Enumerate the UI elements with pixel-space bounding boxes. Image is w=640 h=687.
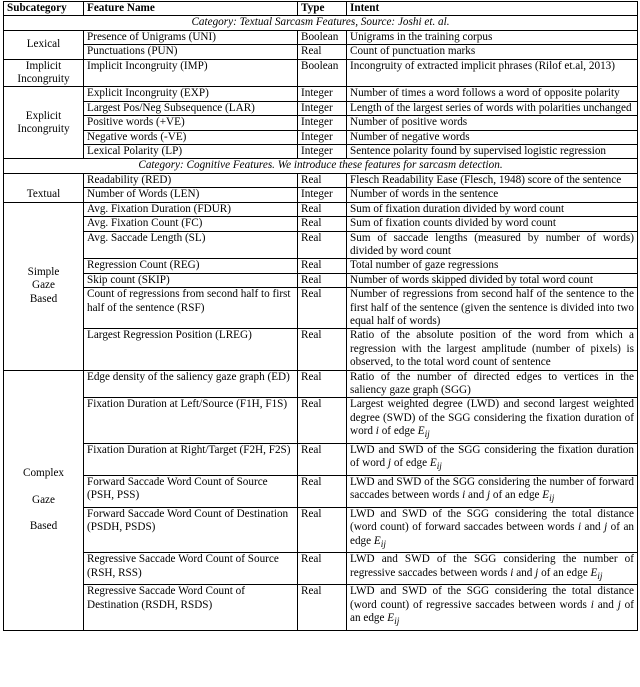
table-row <box>4 398 638 443</box>
feature-name: Edge density of the saliency gaze graph (ED) <box>84 370 298 398</box>
feature-intent: Ratio of the absolute position of the word from which a regression with the largest amplitude (number of pixels) is observed, to the total word count of sentence <box>347 329 638 370</box>
feature-type: Real <box>298 217 347 231</box>
feature-intent: Unigrams in the training corpus <box>347 30 638 44</box>
feature-name: Lexical Polarity (LP) <box>84 145 298 159</box>
feature-name: Fixation Duration at Left/Source (F1H, F1S) <box>84 398 298 443</box>
subcategory-label: Gaze <box>32 279 55 292</box>
feature-name: Readability (RED) <box>84 173 298 187</box>
header-intent: Intent <box>347 2 638 16</box>
feature-name: Presence of Unigrams (UNI) <box>84 30 298 44</box>
table-row <box>4 59 638 87</box>
table-row <box>4 288 638 329</box>
header-type: Type <box>298 2 347 16</box>
feature-name: Avg. Fixation Duration (FDUR) <box>84 202 298 216</box>
feature-type: Real <box>298 585 347 630</box>
feature-intent: Number of negative words <box>347 130 638 144</box>
feature-name: Forward Saccade Word Count of Destination (PSDH, PSDS) <box>84 507 298 552</box>
subcategory-label: Gaze <box>32 493 55 506</box>
table-row <box>4 370 638 398</box>
feature-name: Skip count (SKIP) <box>84 273 298 287</box>
feature-intent: LWD and SWD of the SGG considering the fixation duration of word j of edge $E_{ij}$ <box>347 443 638 475</box>
table-row <box>4 116 638 130</box>
table-row <box>4 273 638 287</box>
feature-intent: Total number of gaze regressions <box>347 259 638 273</box>
feature-name: Forward Saccade Word Count of Source (PSH, PSS) <box>84 475 298 507</box>
feature-type: Real <box>298 553 347 585</box>
subcategory-textual: Textual <box>4 173 84 202</box>
feature-type: Integer <box>298 145 347 159</box>
feature-intent: Number of words in the sentence <box>347 188 638 202</box>
feature-type: Real <box>298 173 347 187</box>
feature-type: Real <box>298 507 347 552</box>
table-row <box>4 202 638 216</box>
feature-type: Integer <box>298 116 347 130</box>
feature-name: Punctuations (PUN) <box>84 45 298 59</box>
feature-intent: Number of regressions from second half of the sentence to the first half of the sentence (given the sentence is divided into two equal half of words) <box>347 288 638 329</box>
table-row <box>4 217 638 231</box>
feature-intent: Sum of saccade lengths (measured by number of words) divided by word count <box>347 231 638 259</box>
feature-type: Boolean <box>298 59 347 87</box>
feature-table <box>3 1 638 631</box>
feature-type: Real <box>298 475 347 507</box>
table-row <box>4 188 638 202</box>
feature-intent: Sum of fixation counts divided by word count <box>347 217 638 231</box>
feature-intent: Number of times a word follows a word of opposite polarity <box>347 87 638 101</box>
feature-name: Implicit Incongruity (IMP) <box>84 59 298 87</box>
feature-intent: Count of punctuation marks <box>347 45 638 59</box>
feature-type: Boolean <box>298 30 347 44</box>
table-row <box>4 553 638 585</box>
feature-intent: LWD and SWD of the SGG considering the number of regressive saccades between words i and j of an edge $E_{ij}$ <box>347 553 638 585</box>
feature-name: Positive words (+VE) <box>84 116 298 130</box>
feature-name: Avg. Saccade Length (SL) <box>84 231 298 259</box>
feature-name: Regressive Saccade Word Count of Source (RSH, RSS) <box>84 553 298 585</box>
feature-name: Number of Words (LEN) <box>84 188 298 202</box>
feature-intent: Ratio of the number of directed edges to vertices in the saliency gaze graph (SGG) <box>347 370 638 398</box>
feature-intent: Length of the largest series of words with polarities unchanged <box>347 101 638 115</box>
category-cognitive: Category: Cognitive Features. We introduce these features for sarcasm detection. <box>4 159 638 173</box>
subcategory-complex-gaze <box>4 370 84 630</box>
subcategory-label: Based <box>29 519 58 532</box>
table-row <box>4 329 638 370</box>
feature-name: Negative words (-VE) <box>84 130 298 144</box>
feature-name: Regressive Saccade Word Count of Destination (RSDH, RSDS) <box>84 585 298 630</box>
feature-type: Integer <box>298 188 347 202</box>
table-row <box>4 173 638 187</box>
feature-name: Avg. Fixation Count (FC) <box>84 217 298 231</box>
feature-intent: Sentence polarity found by supervised logistic regression <box>347 145 638 159</box>
feature-intent: Flesch Readability Ease (Flesch, 1948) score of the sentence <box>347 173 638 187</box>
feature-intent: Incongruity of extracted implicit phrases (Rilof et.al, 2013) <box>347 59 638 87</box>
feature-type: Real <box>298 398 347 443</box>
feature-name: Fixation Duration at Right/Target (F2H, F2S) <box>84 443 298 475</box>
feature-type: Real <box>298 273 347 287</box>
category-row <box>4 159 638 173</box>
table-row <box>4 507 638 552</box>
feature-name: Count of regressions from second half to first half of the sentence (RSF) <box>84 288 298 329</box>
feature-type: Integer <box>298 101 347 115</box>
feature-name: Largest Pos/Neg Subsequence (LAR) <box>84 101 298 115</box>
table-row <box>4 45 638 59</box>
feature-type: Real <box>298 370 347 398</box>
table-row <box>4 30 638 44</box>
table-row <box>4 145 638 159</box>
subcategory-label: Simple <box>27 266 60 279</box>
category-textual: Category: Textual Sarcasm Features, Source: Joshi et. al. <box>4 16 638 30</box>
subcategory-label: Based <box>29 292 58 305</box>
category-row <box>4 16 638 30</box>
feature-name: Largest Regression Position (LREG) <box>84 329 298 370</box>
header-subcategory: Subcategory <box>4 2 84 16</box>
feature-intent: Number of words skipped divided by total word count <box>347 273 638 287</box>
table-row <box>4 87 638 101</box>
feature-intent: LWD and SWD of the SGG considering the total distance (word count) of forward saccades between words i and j of an edge $E_{ij}$ <box>347 507 638 552</box>
feature-type: Real <box>298 259 347 273</box>
subcategory-lexical: Lexical <box>4 30 84 59</box>
feature-intent: LWD and SWD of the SGG considering the number of forward saccades between words i and j of an edge $E_{ij}$ <box>347 475 638 507</box>
table-row <box>4 475 638 507</box>
table-row <box>4 130 638 144</box>
feature-name: Regression Count (REG) <box>84 259 298 273</box>
subcategory-implicit: Implicit Incongruity <box>4 59 84 87</box>
header-feature-name: Feature Name <box>84 2 298 16</box>
header-row <box>4 2 638 16</box>
subcategory-label: Complex <box>22 467 65 480</box>
table-row <box>4 101 638 115</box>
feature-intent: Sum of fixation duration divided by word count <box>347 202 638 216</box>
feature-intent: Largest weighted degree (LWD) and second largest weighted degree (SWD) of the SGG considering the fixation duration of word i of edge $E_{ij}$ <box>347 398 638 443</box>
feature-intent: Number of positive words <box>347 116 638 130</box>
feature-name: Explicit Incongruity (EXP) <box>84 87 298 101</box>
feature-type: Real <box>298 288 347 329</box>
feature-type: Integer <box>298 130 347 144</box>
table-row <box>4 259 638 273</box>
table-row <box>4 443 638 475</box>
feature-type: Real <box>298 202 347 216</box>
feature-type: Real <box>298 443 347 475</box>
feature-type: Real <box>298 329 347 370</box>
feature-type: Real <box>298 231 347 259</box>
table-row <box>4 585 638 630</box>
feature-intent: LWD and SWD of the SGG considering the total distance (word count) of regressive saccades between words i and j of an edge $E_{ij}$ <box>347 585 638 630</box>
feature-type: Real <box>298 45 347 59</box>
table-row <box>4 231 638 259</box>
subcategory-explicit: Explicit Incongruity <box>4 87 84 159</box>
subcategory-simple-gaze <box>4 202 84 370</box>
feature-type: Integer <box>298 87 347 101</box>
